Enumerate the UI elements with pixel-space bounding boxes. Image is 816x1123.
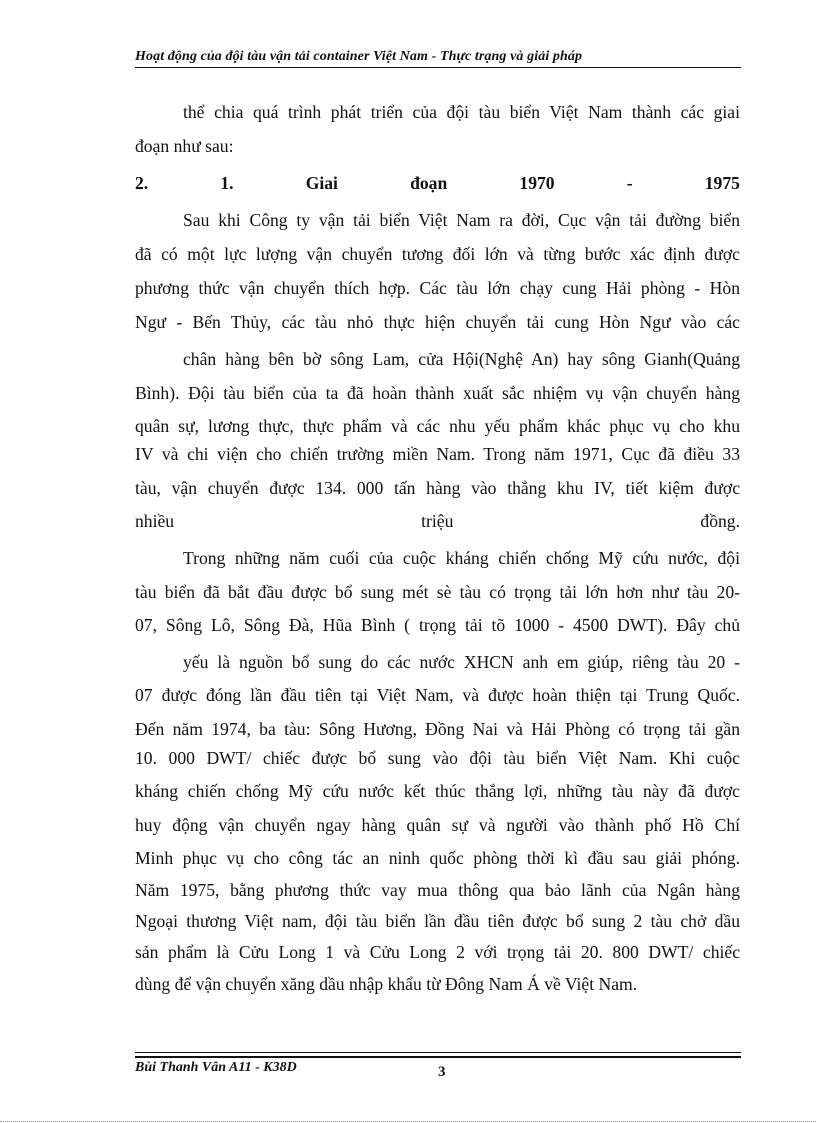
body-line: chân hàng bên bờ sông Lam, cửa Hội(Nghệ An) hay sông Gianh(Quảng	[183, 349, 740, 369]
body-line: Năm 1975, bằng phương thức vay mua thông qua bảo lãnh của Ngân hàng	[135, 880, 740, 900]
running-header-title: Hoạt động của đội tàu vận tải container Việt Nam - Thực trạng và giải pháp	[135, 49, 583, 64]
heading-dash: -	[626, 173, 633, 193]
body-line: huy động vận chuyển ngay hàng quân sự và người vào thành phố Hồ Chí	[135, 815, 740, 835]
heading-word: đoạn	[410, 173, 448, 193]
footer-rule-thick	[135, 1056, 741, 1058]
body-line: đã có một lực lượng vận chuyển tương đối lớn và từng bước xác định được	[135, 244, 740, 264]
body-line: sản phẩm là Cửu Long 1 và Cửu Long 2 với trọng tải 20. 800 DWT/ chiếc	[135, 942, 740, 962]
page-number: 3	[438, 1064, 446, 1080]
body-line: 10. 000 DWT/ chiếc được bổ sung vào đội tàu biển Việt Nam. Khi cuộc	[135, 748, 740, 768]
page-break-line	[0, 1121, 816, 1122]
body-line: Minh phục vụ cho công tác an ninh quốc phòng thời kì đầu sau giải phóng.	[135, 848, 740, 868]
body-line: 07, Sông Lô, Sông Đà, Hũa Bình ( trọng tải tõ 1000 - 4500 DWT). Đây chủ	[135, 615, 740, 635]
body-line: Bình). Đội tàu biển của ta đã hoàn thành xuất sắc nhiệm vụ vận chuyển hàng	[135, 383, 740, 403]
body-line: dùng để vận chuyển xăng dầu nhập khẩu từ Đông Nam Á về Việt Nam.	[135, 974, 638, 994]
heading-word: Giai	[305, 173, 338, 193]
section-heading	[135, 172, 740, 194]
body-line: Sau khi Công ty vận tải biển Việt Nam ra đời, Cục vận tải đường biển	[183, 210, 740, 230]
heading-number-1: 2.	[135, 173, 149, 193]
body-line: IV và chi viện cho chiến trường miền Nam. Trong năm 1971, Cục đã điều 33	[135, 444, 740, 464]
header-rule	[135, 67, 741, 68]
footer-rule-thin	[135, 1052, 741, 1053]
body-line: thể chia quá trình phát triển của đội tàu biển Việt Nam thành các giai	[183, 102, 740, 122]
heading-year-start: 1970	[519, 173, 555, 193]
body-line: yếu là nguồn bổ sung do các nước XHCN anh em giúp, riêng tàu 20 -	[183, 652, 740, 672]
body-line: kháng chiến chống Mỹ cứu nước kết thúc thắng lợi, những tàu này đã được	[135, 781, 740, 801]
body-line: Ngoại thương Việt nam, đội tàu biển lần đầu tiên được bổ sung 2 tàu chở dầu	[135, 911, 740, 931]
heading-year-end: 1975	[704, 173, 740, 193]
body-line: Trong những năm cuối của cuộc kháng chiến chống Mỹ cứu nước, đội	[183, 548, 740, 568]
body-line: phương thức vận chuyển thích hợp. Các tàu lớn chạy cung Hải phòng - Hòn	[135, 278, 740, 298]
body-line: tàu biển đã bắt đầu được bổ sung mét sè tàu có trọng tải lớn hơn như tàu 20-	[135, 582, 740, 602]
body-line: Ngư - Bến Thủy, các tàu nhỏ thực hiện chuyển tải cung Hòn Ngư vào các	[135, 312, 740, 332]
body-line: đoạn như sau:	[135, 136, 234, 156]
footer-author: Bùi Thanh Vân A11 - K38D	[135, 1060, 297, 1075]
heading-number-2: 1.	[220, 173, 234, 193]
body-line: tàu, vận chuyển được 134. 000 tấn hàng vào thẳng khu IV, tiết kiệm được	[135, 478, 740, 498]
body-line: Đến năm 1974, ba tàu: Sông Hương, Đồng Nai và Hải Phòng có trọng tải gần	[135, 719, 740, 739]
body-line: nhiều triệu đồng.	[135, 511, 740, 531]
body-line: quân sự, lương thực, thực phẩm và các nhu yếu phẩm khác phục vụ cho khu	[135, 416, 740, 436]
body-line: 07 được đóng lần đầu tiên tại Việt Nam, và được hoàn thiện tại Trung Quốc.	[135, 685, 740, 705]
